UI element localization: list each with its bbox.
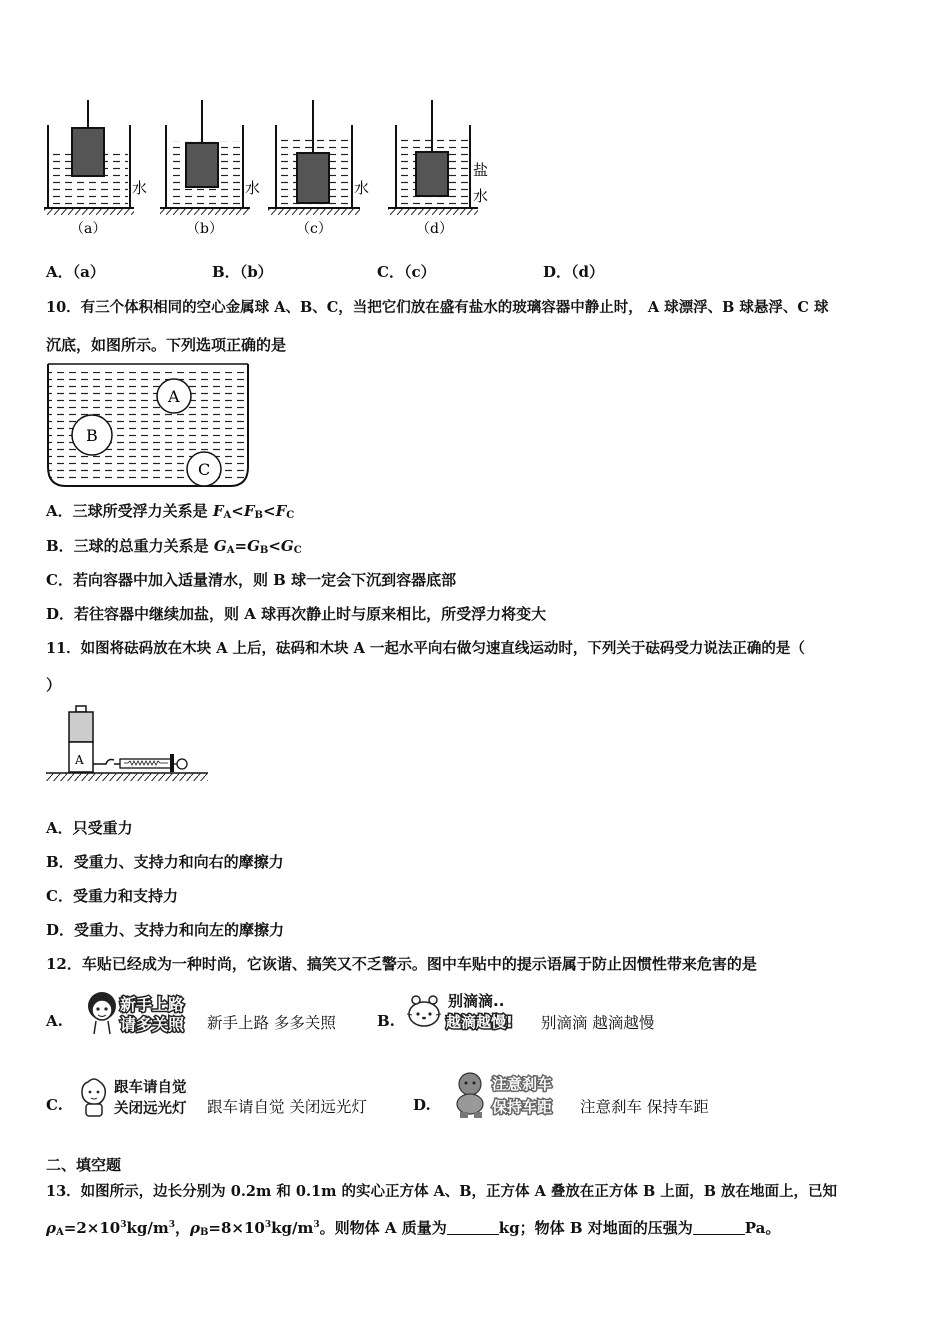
section-title-fill-blank: 二、填空题 (46, 1156, 122, 1174)
q10-stem-line1: 10．有三个体积相同的空心金属球 A、B、C，当把它们放在盛有盐水的玻璃容器中静止时， A 球漂浮、B 球悬浮、C 球 (46, 299, 829, 316)
q13-blank-mass[interactable] (447, 1220, 499, 1235)
q12-option-c-letter[interactable]: C. (46, 1096, 63, 1114)
q12-option-b-letter[interactable]: B. (377, 1012, 395, 1030)
q12-sticker-d-line2: 保持车距 (492, 1098, 553, 1116)
q12-sticker-c (76, 1074, 204, 1120)
q11-block-label: A (75, 753, 84, 767)
q12-option-b-caption: 别滴滴 越滴越慢 (541, 1014, 655, 1032)
q12-sticker-b-line2: 越滴越慢! (446, 1013, 513, 1031)
q10-stem-line2: 沉底，如图所示。下列选项正确的是 (46, 336, 287, 354)
q9-option-a[interactable]: A．（a） (46, 263, 105, 281)
q9-caption-b: （b） (186, 221, 223, 237)
q9-caption-c: （c） (296, 221, 332, 237)
q12-option-a-letter[interactable]: A. (46, 1012, 63, 1030)
q12-sticker-c-line1: 跟车请自觉 (114, 1080, 187, 1096)
q12-sticker-c-line2: 关闭远光灯 (114, 1101, 187, 1117)
q12-sticker-b (406, 990, 540, 1034)
q12-sticker-a-line1: 新手上路 (120, 995, 185, 1014)
q9-option-b[interactable]: B．（b） (212, 263, 273, 281)
q9-label-salt-water: 水 (473, 187, 489, 205)
q11-option-c[interactable]: C．受重力和支持力 (46, 887, 178, 905)
q11-option-a[interactable]: A．只受重力 (46, 819, 133, 837)
q9-option-d[interactable]: D．（d） (543, 263, 605, 281)
q10-option-b[interactable]: B．三球的总重力关系是 $G_A=G_B<G_C$ (46, 537, 302, 556)
q10-ball-a: A (168, 387, 180, 406)
q10-option-d[interactable]: D．若往容器中继续加盐，则 A 球再次静止时与原来相比，所受浮力将变大 (46, 605, 547, 623)
q12-option-d-letter[interactable]: D. (413, 1096, 431, 1114)
q13-stem-line2: $\rho_A=2\times 10^3kg/m^3$，$\rho_B=8\times 10^3kg/m^3$。则物体 A 质量为 kg；物体 B 对地面的压强为 Pa。 (46, 1219, 781, 1238)
q10-option-c[interactable]: C．若向容器中加入适量清水，则 B 球一定会下沉到容器底部 (46, 571, 457, 589)
q12-sticker-b-line1: 别滴滴.. (448, 992, 505, 1010)
q13-blank-pressure[interactable] (693, 1220, 745, 1235)
q12-sticker-a-line2: 请多关照 (120, 1015, 185, 1034)
q12-stem: 12．车贴已经成为一种时尚，它诙谐、搞笑又不乏警示。图中车贴中的提示语属于防止因惯性带来危害的是 (46, 955, 757, 973)
q12-sticker-d-line1: 注意刹车 (492, 1075, 553, 1093)
q10-ball-b: B (86, 426, 98, 445)
q9-label-water-a: 水 (132, 179, 148, 197)
q9-beaker-b (160, 100, 250, 215)
q9-label-water-c: 水 (354, 179, 370, 197)
q12-option-c-caption: 跟车请自觉 关闭远光灯 (207, 1098, 367, 1116)
q9-label-salt: 盐 (473, 161, 489, 179)
q10-ball-c: C (198, 460, 211, 479)
q12-sticker-a (82, 988, 202, 1036)
q12-option-a-caption: 新手上路 多多关照 (207, 1014, 336, 1032)
q10-option-a[interactable]: A．三球所受浮力关系是 $F_A<F_B<F_C$ (46, 502, 295, 521)
q9-beaker-c (268, 100, 360, 215)
q11-stem-line1: 11．如图将砝码放在木块 A 上后，砝码和木块 A 一起水平向右做匀速直线运动时，下列关于砝码受力说法正确的是（ (46, 640, 805, 657)
q11-block-figure (44, 704, 212, 790)
q9-beaker-a (44, 100, 134, 215)
q9-option-c[interactable]: C．（c） (377, 263, 436, 281)
q11-option-b[interactable]: B．受重力、支持力和向右的摩擦力 (46, 853, 284, 871)
q12-sticker-d (452, 1070, 574, 1120)
q9-label-water-b: 水 (245, 179, 261, 197)
q9-caption-a: （a） (70, 221, 107, 237)
q11-stem-line2: ） (46, 676, 62, 694)
q12-option-d-caption: 注意刹车 保持车距 (580, 1098, 709, 1116)
q13-stem-line1: 13．如图所示，边长分别为 0.2m 和 0.1m 的实心正方体 A、B，正方体 A 叠放在正方体 B 上面，B 放在地面上，已知 (46, 1183, 838, 1200)
q9-figures (40, 95, 510, 245)
q11-option-d[interactable]: D．受重力、支持力和向左的摩擦力 (46, 921, 285, 939)
q10-container-figure (44, 362, 254, 490)
q9-caption-d: （d） (416, 221, 453, 237)
q9-beaker-d (388, 100, 478, 215)
